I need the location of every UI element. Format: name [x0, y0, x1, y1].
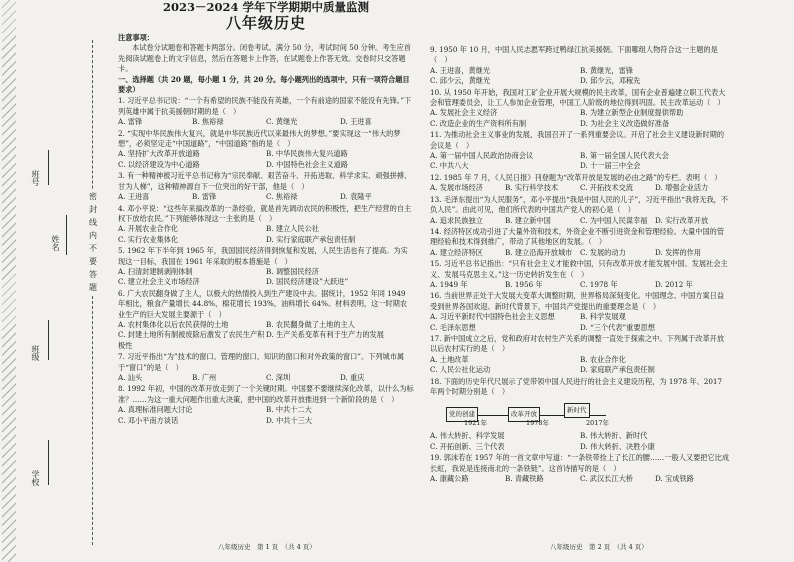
question [430, 259, 730, 290]
answer-option: D. 重庆 [340, 373, 365, 382]
question-stem: 13. 毛泽东提出“为人民服务”，邓小平提出“我是中国人民的儿子”，习近平指出“我将无我，不负人民”。由此可见，他们所代表的中国共产党人的初心是（ ） [430, 194, 729, 215]
answer-option: B. 广州 [192, 373, 217, 382]
question-stem: 16. 当前世界正处于大发展大变革大调整时期，世界格局深刻变化。中国理念、中国方案日益受到世界各国欢迎。新时代背景下，中国共产党提出的重要理念是（ ） [430, 291, 725, 311]
question-stem: 6. 广大农民翻身做了主人，以极大的热情投入到生产建设中去。据统计，1952 年同 1949 年相比，粮食产量增长 44.8%，棉花增长 193%，油料增长 64%。材料表明，这一时期农业生产的巨大发展主要源于（ ） [118, 288, 408, 319]
answer-option: A. 扫清封建制剥削体制 [118, 266, 193, 276]
seal-notice: 密 封 线 内 不 要 答 题 [89, 192, 97, 292]
answer-option: B. 中共十二大 [266, 405, 312, 415]
answer-option: A. 坚持扩大改革开放道路 [118, 149, 200, 159]
option-row [118, 235, 414, 245]
question [118, 352, 414, 383]
question-stem: 1. 习近平总书记说：“一个有希望的民族不能没有英雄，一个有前途的国家不能没有先锋。”下列英雄中属于抗美援朝时期的是（ ） [118, 96, 412, 116]
label-exam-number: 班号 [31, 170, 40, 186]
answer-option: D. 十一届三中全会 [580, 161, 641, 171]
page-footer-left: 八年级历史 第 1 页 （共 4 页） [218, 542, 316, 551]
option-row [430, 216, 730, 226]
hatch-pattern [2, 0, 16, 562]
option-row [430, 442, 730, 452]
option-row [118, 330, 414, 351]
exam-title: 2023－2024 学年下学期期中质量监测 [162, 0, 370, 14]
answer-option: C. 人民公社化运动 [430, 365, 491, 375]
question-stem: 14. 经济特区成功引进了大量外资和技术，外资企业不断引进资金和管理经验。大量中国的管理经验和技术得到推广，带动了其他地区的发展。（ ） [430, 226, 725, 247]
answer-option: B. 调整国民经济 [266, 266, 319, 276]
option-row [430, 474, 730, 484]
answer-option: A. 1949 年 [430, 279, 468, 289]
answer-option: A. 雷锋 [118, 117, 143, 127]
option-row [118, 320, 414, 330]
question [430, 88, 730, 130]
answer-option: A. 追求民族独立 [430, 215, 483, 225]
answer-option: C. 开拓技术交流 [580, 183, 633, 193]
question-stem: 17. 新中国成立之后，党和政府对农村生产关系的调整一直处于探索之中。下列属于改革开放以后农村实行的是（ ） [430, 333, 725, 354]
question [430, 45, 730, 87]
label-name: 姓名 [51, 235, 60, 251]
option-row [430, 355, 730, 365]
question-stem: 9. 1950 年 10 月，中国人民志愿军跨过鸭绿江抗美援朝。下面哪组人物符合这一主题的是（ ） [430, 45, 718, 65]
answer-option: C. 中共八大 [430, 161, 469, 171]
timeline-box: 改革开放 [508, 407, 540, 421]
page-footer-right: 八年级历史 第 2 页 （共 4 页） [550, 542, 648, 551]
question [430, 173, 730, 194]
option-row [430, 431, 730, 441]
option-row [430, 280, 730, 290]
answer-option: D. 中国特色社会主义道路 [266, 159, 348, 169]
answer-option: A. 第一届中国人民政治协商会议 [430, 151, 534, 161]
answer-option: C. 以经济建设为中心道路 [118, 159, 200, 169]
question [430, 227, 730, 258]
option-row [430, 108, 730, 118]
section-heading: 一、选择题（共 20 题，每小题 1 分，共 20 分。每小题列出的选项中，只有一项符合题目要求） [118, 74, 410, 95]
answer-option: A. 真理标准问题大讨论 [118, 405, 193, 415]
question-stem: 10. 从 1950 年开始，我国对工矿企业开展大规模的民主改革，国有企业普遍建立职工代表大会和管理委员会，让工人参加企业管理，中国工人阶级的地位得到巩固。民主改革运动（ ） [430, 87, 726, 108]
question [430, 195, 730, 226]
option-row [118, 160, 414, 170]
timeline-box: 党的创建 [446, 407, 478, 421]
answer-option: D. 实行改革开放 [655, 215, 709, 225]
timeline-year: 1978年 [526, 419, 550, 428]
answer-option: B. 农民翻身做了土地的主人 [266, 319, 355, 329]
question-list-left [118, 96, 414, 426]
answer-option: C. 开拓创新、三个代表 [430, 441, 505, 451]
answer-option: B. 实行科学技术 [505, 183, 558, 193]
binding-margin [0, 0, 110, 562]
label-class: 班级 [31, 345, 40, 361]
option-row [118, 117, 414, 127]
option-row [430, 312, 730, 322]
question-stem: 18. 下面的历史年代尺展示了党带领中国人民进行的社会主义建设历程，为 1978 年、2017 年两个时期分别是（ ） [430, 376, 723, 396]
answer-option: D. 生产关系变革有利于生产力的发展 [266, 330, 384, 340]
question-stem: 12. 1985 年 7 月，《人民日报》刊登题为“改革开放是发展的必由之路”的专栏。表明（ ） [430, 172, 722, 182]
answer-option: D. 邱少云，邓稼先 [580, 76, 641, 86]
answer-option: D. 伟大转折、决胜小康 [580, 441, 655, 451]
answer-option: D. 2012 年 [655, 279, 693, 289]
option-row [118, 192, 414, 202]
answer-option: D. 宝成铁路 [655, 474, 694, 484]
timeline-box: 新时代 [564, 403, 590, 417]
answer-option: B. 青藏铁路 [505, 474, 544, 484]
option-row [430, 76, 730, 86]
option-row [118, 373, 414, 383]
option-row [118, 267, 414, 277]
question-list-right [430, 45, 730, 484]
answer-option: C. 深圳 [266, 373, 291, 382]
answer-option: C. 封建土地所有制被废除后激发了农民生产积极性 [118, 330, 265, 350]
notes-heading: 注意事项： [118, 33, 154, 42]
answer-option: D. 实行家庭联产承包责任制 [266, 234, 356, 244]
exam-subject: 八年级历史 [225, 14, 306, 32]
question [118, 246, 414, 288]
page-1 [118, 0, 414, 562]
question [430, 377, 730, 453]
question-stem: 11. 为推动社会主义事业的发展，我国召开了一系列重要会议。开启了社会主义建设新时期的会议是（ ） [430, 130, 725, 150]
answer-option: C. 武汉长江大桥 [580, 474, 633, 484]
timeline-year: 2017年 [586, 419, 610, 428]
answer-option: A. 发展市场经济 [430, 183, 483, 193]
answer-option: C. 为中国人民谋幸福 [580, 215, 648, 225]
answer-option: C. 毛泽东思想 [430, 322, 476, 332]
option-row [430, 183, 730, 193]
question [118, 204, 414, 246]
option-row [430, 323, 730, 333]
question-stem: 4. 邓小平说：“这些年来搞改革的一条经验，就是首先调动农民的积极性，把生产经营的自主权下放给农民。”下列能够体现这一主张的是（ ） [118, 203, 412, 223]
school-line[interactable] [48, 440, 49, 485]
page-2 [430, 0, 730, 562]
answer-option: B. 焦裕禄 [192, 117, 224, 127]
answer-option: B. 建立沿海开放城市 [505, 247, 573, 257]
question [430, 453, 730, 484]
answer-option: B. 雷锋 [192, 192, 217, 202]
label-school: 学校 [31, 470, 40, 486]
answer-option: C. 发展的动力 [580, 247, 626, 257]
answer-option: A. 康藏公路 [430, 474, 469, 484]
answer-option: D. 袁隆平 [340, 192, 372, 202]
option-row [118, 149, 414, 159]
answer-option: C. 邓小平南方谈话 [118, 415, 179, 425]
answer-option: A. 土地改革 [430, 354, 469, 364]
notes-body: 本试卷分试题卷和答题卡两部分。闭卷考试。满分 50 分，考试时间 50 分钟。考生应首先阅读试题卷上的文字信息，然后在答题卡上作答，在试题卷上作答无效。交卷时只交答题卡。 [118, 43, 411, 74]
answer-option: B. 中华民族伟大复兴道路 [266, 149, 348, 159]
question-stem: 5. 1962 年下半年到 1965 年，我国国民经济得到恢复和发展，人民生活也有了提高。为实现这一目标，我国在 1961 年采取的根本措施是（ ） [118, 246, 408, 266]
answer-option: A. 开展农业合作化 [118, 224, 179, 234]
answer-option: D. “三个代表”重要思想 [580, 322, 655, 332]
question [430, 334, 730, 376]
answer-option: A. 建立经济特区 [430, 247, 483, 257]
answer-option: D. 中共十三大 [266, 415, 313, 425]
answer-option: D. 增强企业活力 [655, 183, 709, 193]
option-row [430, 248, 730, 258]
question-stem: 3. 有一种精神被习近平总书记称为“宗民奉献、艰苦奋斗、开拓进取、科学求实、顽强拼搏、甘为人梯”，这种精神源自下一位突出的好干部，他是（ ） [118, 171, 412, 191]
question-stem: 2. “实现中华民族伟大复兴，就是中华民族近代以来最伟大的梦想。”要实现这一“伟大的梦想”，必须坚定走“中国道路”，“中国道路”指的是（ ） [118, 128, 401, 149]
question [118, 129, 414, 171]
answer-option: C. 建立社会主义市场经济 [118, 277, 200, 287]
question [430, 130, 730, 172]
answer-option: A. 发展社会主义经济 [430, 108, 498, 118]
answer-option: A. 习近平新时代中国特色社会主义思想 [430, 312, 555, 322]
question [118, 289, 414, 351]
answer-option: B. 农业合作化 [580, 354, 626, 364]
answer-option: B. 第一届全国人民代表大会 [580, 151, 669, 161]
answer-option: A. 王进喜 [118, 192, 150, 202]
option-row [118, 405, 414, 415]
question-stem: 8. 1992 年初，中国的改革开放走到了一个关键时期。中国要不要继续深化改革，以什么为标准？……为这一重大问题作出重大决策，把中国的改革开放推进到一个新阶段的是（ ） [118, 384, 414, 404]
option-row [118, 224, 414, 234]
answer-option: B. 建立新中国 [505, 215, 551, 225]
answer-option: A. 王进喜，黄继光 [430, 65, 491, 75]
question-stem: 15. 习近平总书记指出：“只有社会主义才能救中国，只有改革开放才能发展中国、发展社会主义、发展马克思主义。”这一历史转折发生在（ ） [430, 259, 728, 279]
option-row [430, 151, 730, 161]
question-stem: 7. 习近平指出“为”技术的窗口、管理的窗口、知识的窗口和对外政策的窗口”。下列城市属于“窗口”的是（ ） [118, 352, 405, 372]
answer-option: D. 王进喜 [340, 117, 372, 127]
answer-option: A. 伟大转折、科学发展 [430, 431, 505, 441]
timeline-year: 1921年 [464, 419, 488, 428]
option-row [430, 119, 730, 129]
question [118, 171, 414, 202]
question [118, 384, 414, 426]
answer-option: B. 黄继光，雷锋 [580, 65, 633, 75]
answer-option: D. 家庭联产承包责任制 [580, 365, 655, 375]
answer-option: B. 科学发展观 [580, 312, 626, 322]
question [118, 96, 414, 127]
answer-option: C. 1978 年 [580, 279, 618, 289]
answer-option: C. 焦裕禄 [266, 192, 298, 202]
exam-number-line[interactable] [48, 150, 49, 185]
answer-option: B. 1956 年 [505, 279, 543, 289]
question [430, 291, 730, 333]
class-line[interactable] [48, 320, 49, 360]
option-row [118, 277, 414, 287]
question-stem: 19. 郭沫若在 1957 年的一首文章中写道：“一条铁带拴上了长江的腰……一般人又要把它比成长虹，我说是连接南北的一条铁链”。这首诗描写的是（ ） [430, 453, 730, 473]
timeline-chart [446, 399, 730, 429]
option-row [430, 365, 730, 375]
answer-option: D. 国民经济建设”大跃进” [266, 277, 349, 287]
answer-option: B. 为建立新型企业制度提供帮助 [580, 108, 684, 118]
answer-option: C. 实行农业集体化 [118, 234, 179, 244]
answer-option: B. 伟大转折、新时代 [580, 431, 648, 441]
answer-option: D. 为社会主义改造做好准备 [580, 118, 670, 128]
option-row [430, 161, 730, 171]
answer-option: A. 汕头 [118, 373, 143, 382]
answer-option: B. 建立人民公社 [266, 224, 319, 234]
option-row [430, 66, 730, 76]
answer-option: C. 改造企业的生产资料所有制 [430, 118, 527, 128]
answer-option: D. 发挥的作用 [655, 247, 702, 257]
option-row [118, 416, 414, 426]
answer-option: C. 黄继光 [266, 117, 298, 127]
name-line[interactable] [66, 215, 67, 255]
answer-option: A. 农村集体化以后农民获得的土地 [118, 319, 229, 329]
answer-option: C. 邱少云，黄继光 [430, 76, 491, 86]
